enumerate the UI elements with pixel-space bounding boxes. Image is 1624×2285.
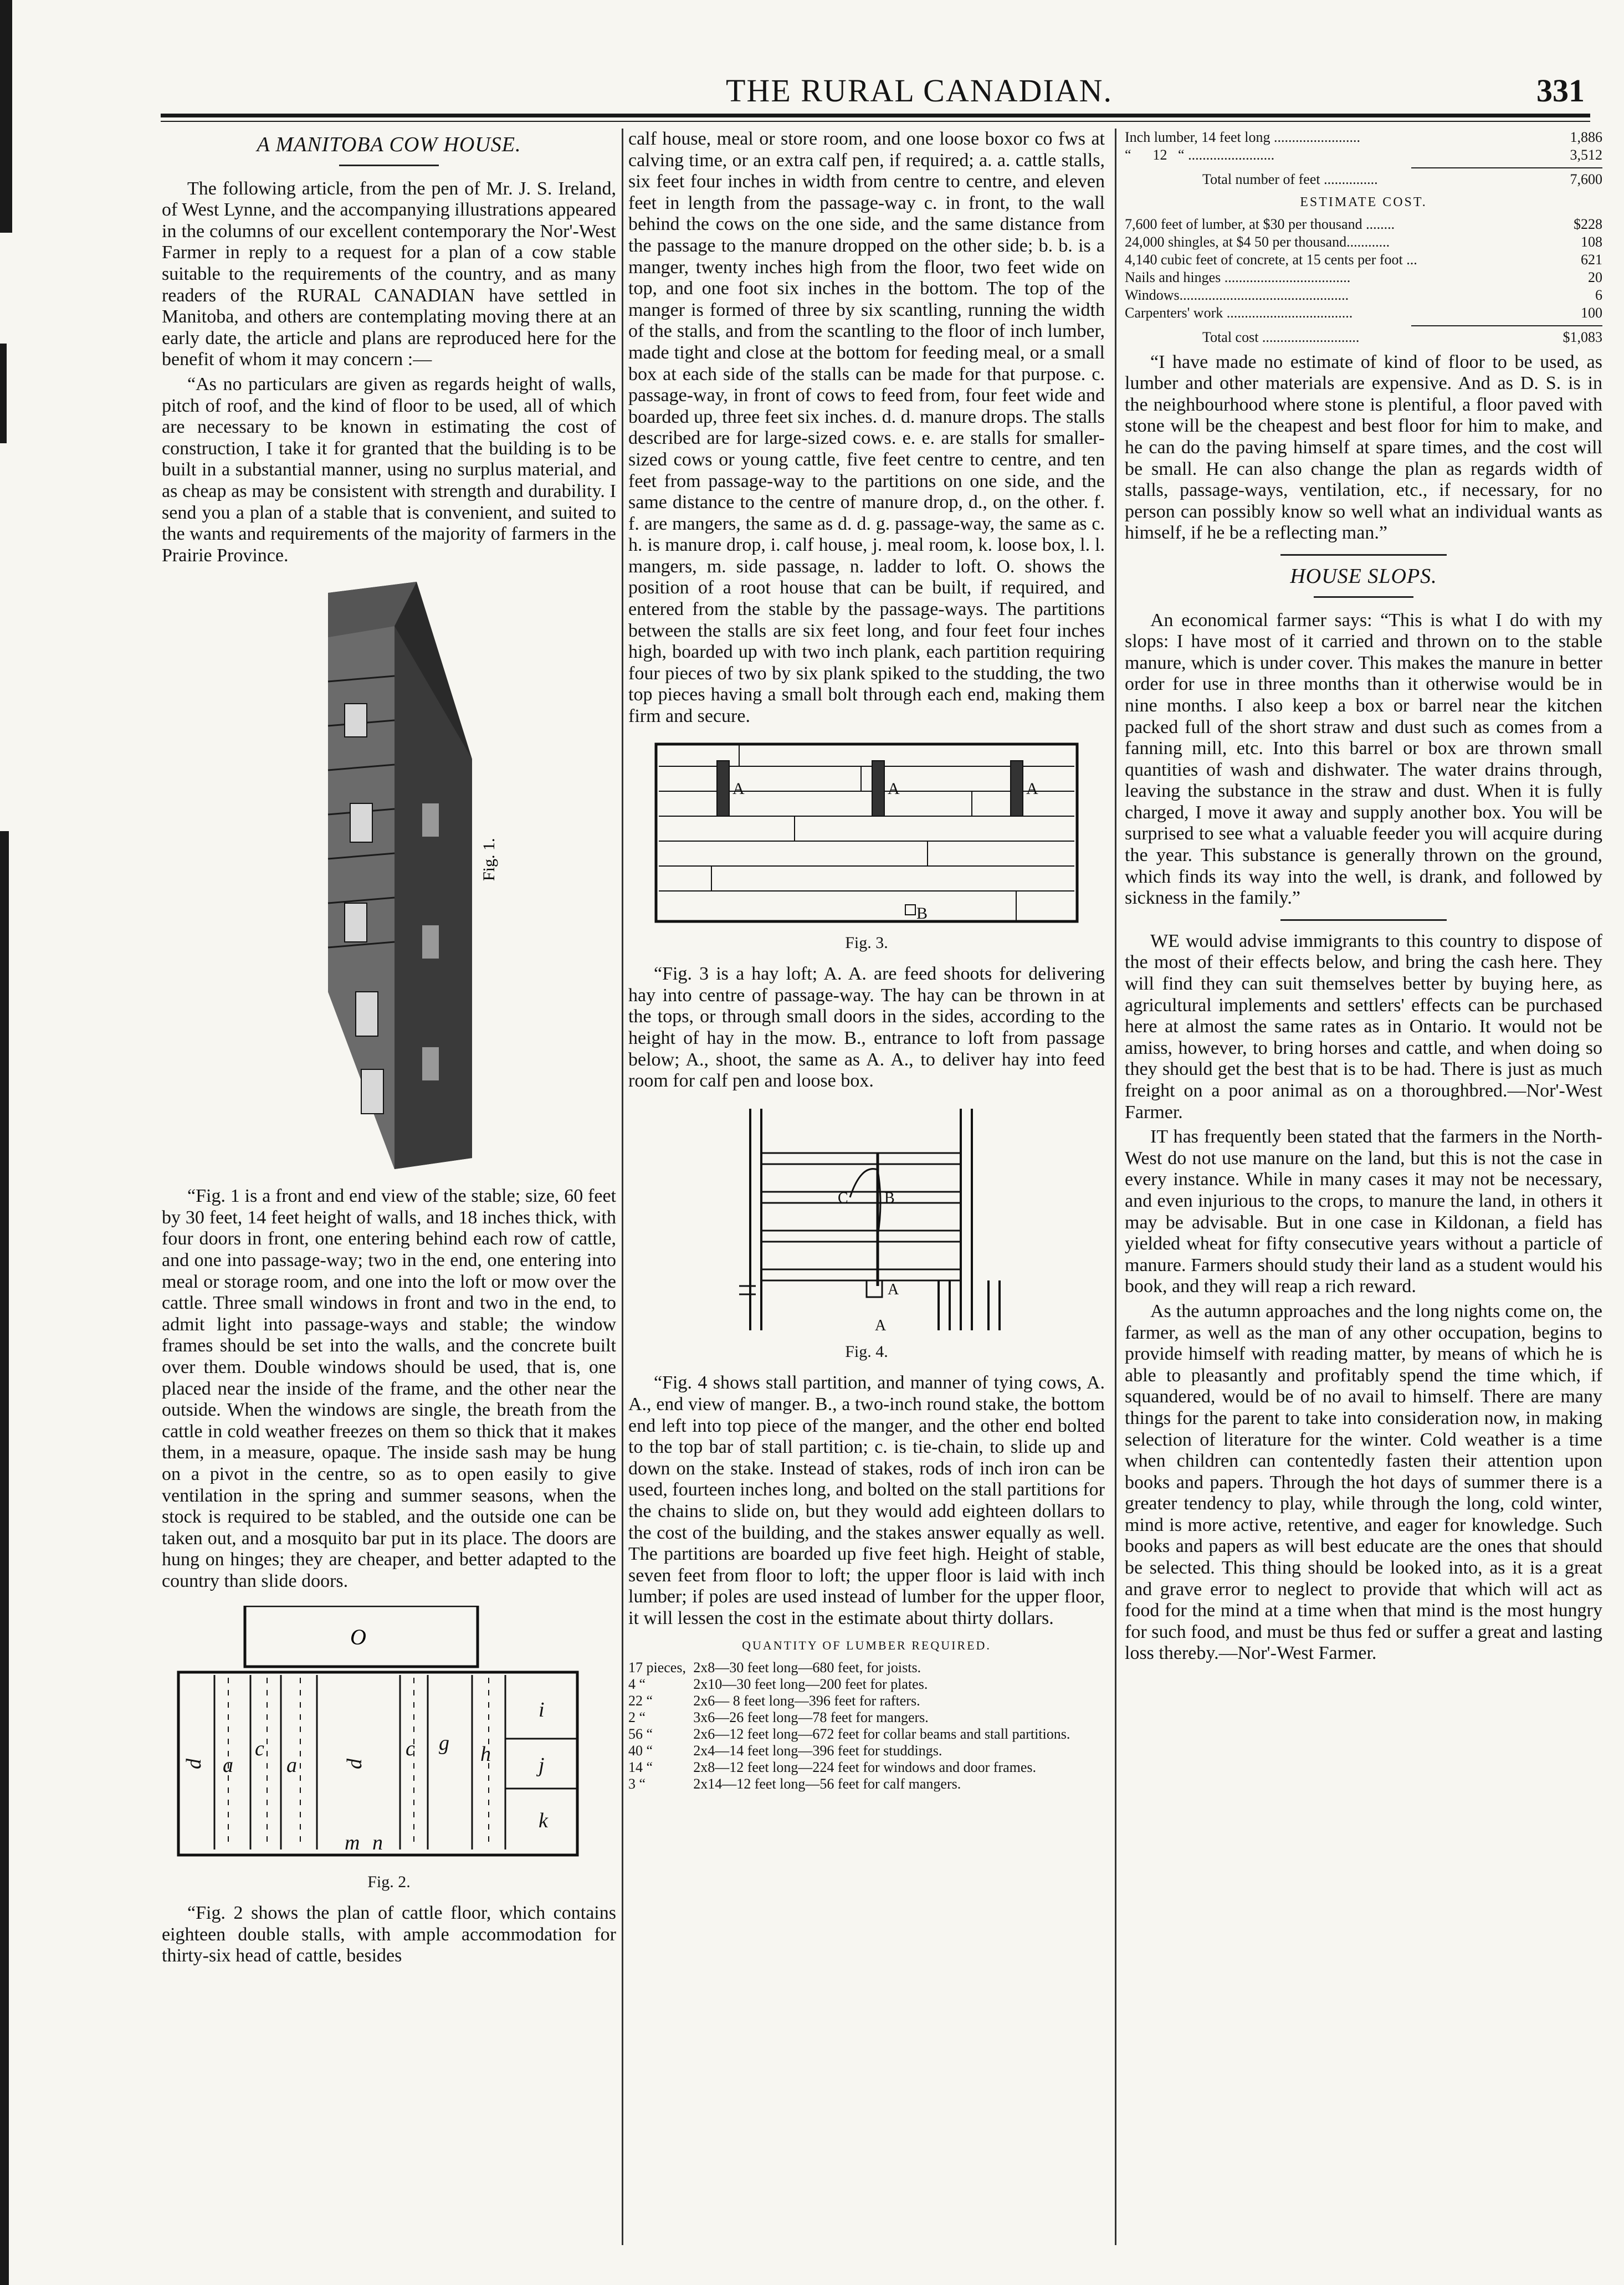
qty-count: 3 “: [628, 1776, 646, 1792]
page-number: 331: [1536, 73, 1585, 109]
table-row: [1125, 216, 1602, 233]
table-row: [1125, 304, 1602, 322]
fig-1-illustration: [162, 571, 616, 1180]
total-feet-label: Total number of feet ...............: [1202, 171, 1378, 187]
paragraph: The following article, from the pen of Mr. J. S. Ireland, of West Lynne, and the accompanying illustrations appeared in the columns of our excellent contemporary the Nor'-West Farmer in reply to a request for a plan of a cow stable suitable to the requirements of the country, and as many readers of the RURAL CANADIAN have settled in Manitoba, and others are contemplating moving there at an early date, the article and plans are reproduced here for the benefit of whom it may concern :—: [162, 178, 616, 370]
lumber-summary-table: [1125, 129, 1602, 164]
lumber-table-heading: QUANTITY OF LUMBER REQUIRED.: [742, 1638, 991, 1652]
section-rule: [1280, 554, 1447, 556]
qty-count: 56 “: [628, 1726, 653, 1743]
column-2: [628, 129, 1105, 1792]
estimate-amount: 6: [1595, 286, 1602, 303]
binding-edge-mark: [0, 831, 9, 2285]
qty-count: 40 “: [628, 1743, 653, 1759]
header-rule-thin: [161, 121, 1590, 122]
qty-desc: 2x14—12 feet long—56 feet for calf mangers.: [693, 1776, 961, 1792]
fig2-label-m: m: [345, 1831, 360, 1854]
paragraph: IT has frequently been stated that the farmers in the North-West do not use manure on the land, but this is not the case in every instance. While in many cases it may not be necessary, and even injurious to the crops, to manure the land, in others it may be advisable. But in one case in Kildonan, a field has yielded wheat for fifty consecutive years without a particle of manure. Farmers should study their land as a student would his book, and they will reap a rich reward.: [1125, 1126, 1602, 1297]
table-row: [628, 1676, 1105, 1693]
fig-3-caption: Fig. 3.: [845, 933, 888, 952]
heading-rule: [339, 165, 439, 166]
fig-4-caption: Fig. 4.: [845, 1342, 888, 1361]
paragraph: “Fig. 1 is a front and end view of the stable; size, 60 feet by 30 feet, 14 feet height of walls, and 18 inches thick, with four doors in front, one entering behind each row of cattle, and one into passage-way; two in the end, one entering into meal or storage room, and one into the loft or mow over the cattle. Three small windows in front and two in the end, to admit light into passage-ways and stable; the window frames should be set into the walls, and the concrete built over them. Double windows should be used, that is, one placed near the inside of the frame, and the other near the outside. When the windows are single, the breath from the cattle in cold weather freezes on them so thick that it makes them, in a measure, opaque. The inside sash may be hung on a pivot in the centre, so as to open easily to give ventilation in the spring and summer seasons, when the stock is required to be stabled, and the outside one can be taken out, and a mosquito bar put in its place. The doors are hung on hinges; they are cheaper, and better adapted to the country than slide doors.: [162, 1186, 616, 1591]
paragraph: An economical farmer says: “This is what I do with my slops: I have most of it carried and thrown on to the stable manure, which is under cover. This makes the manure in better order for use in three months than it otherwise would be in nine months. I also keep a box or barrel near the kitchen packed full of the short straw and dust such as comes from a fanning mill, etc. Into this barrel or box are thrown small quantities of wash and dishwater. The water drains through, leaving the substance in the straw and dust. When it is fully charged, I move it away and supply another box. You will be surprised to see what a valuable feeder you will acquire during the year. This substance is generally thrown on the ground, which finds its way into the well, is drank, and followed by sickness in the family.”: [1125, 609, 1602, 909]
fig4-label-b: B: [884, 1189, 895, 1207]
fig2-label-d2: d: [343, 1758, 366, 1769]
fig-1-drawing: [162, 571, 616, 1180]
fig2-label-i: i: [539, 1698, 545, 1722]
qty-count: 17 pieces,: [628, 1659, 686, 1676]
total-cost-label: Total cost ...........................: [1202, 329, 1360, 345]
header-rule: [161, 114, 1590, 117]
heading-rule: [1314, 596, 1413, 598]
qty-desc: 2x6— 8 feet long—396 feet for rafters.: [693, 1693, 920, 1709]
table-row: [1125, 129, 1602, 146]
table-row: [1125, 171, 1602, 188]
binding-edge-mark: [0, 0, 12, 233]
fig2-label-k: k: [539, 1808, 548, 1832]
fig-4-drawing: [628, 1103, 1105, 1336]
section-rule: [1280, 919, 1447, 921]
fig-1-label: Fig. 1.: [480, 838, 498, 882]
qty-desc: 2x8—12 feet long—224 feet for windows and door frames.: [693, 1759, 1037, 1776]
paragraph: “I have made no estimate of kind of floor to be used, as lumber and other materials are expensive. And as D. S. is in the neighbourhood where stone is plentiful, a floor paved with stone will be the cheapest and best floor for him to make, and he can do the paving himself at spare times, and the cost will be small. He can also change the plan as regards width of stalls, passage-ways, ventilation, etc., if necessary, for no person can possibly know so well what an individual wants as himself, if he be a reflecting man.”: [1125, 351, 1602, 544]
fig-3-hay-loft: [628, 739, 1105, 927]
total-cost-row: [1125, 329, 1602, 346]
fig2-label-j: j: [539, 1753, 545, 1777]
column-1: [162, 129, 616, 1970]
paragraph: “Fig. 3 is a hay loft; A. A. are feed shoots for delivering hay into centre of passage-way. The hay can be thrown in at the tops, or through small doors in the sides, according to the height of hay in the mow. B., entrance to loft from passage below; A., shoot, the same as A. A., to deliver hay into feed room for calf pen and loose box.: [628, 964, 1105, 1092]
fig2-label-h: h: [480, 1742, 491, 1766]
table-row: [1125, 146, 1602, 164]
fig3-label-a3: A: [1026, 779, 1038, 798]
fig4-label-c: C: [838, 1189, 848, 1207]
lumber-quantity-table: [628, 1659, 1105, 1792]
table-row: [1125, 251, 1602, 269]
fig-2-drawing: [162, 1606, 616, 1866]
fig2-label-n: n: [372, 1831, 383, 1854]
qty-desc: 3x6—26 feet long—78 feet for mangers.: [693, 1709, 929, 1726]
qty-count: 2 “: [628, 1709, 646, 1726]
fig4-label-a: A: [888, 1280, 899, 1298]
table-row: [1125, 269, 1602, 286]
table-row: [628, 1743, 1105, 1759]
qty-count: 4 “: [628, 1676, 646, 1693]
paragraph: WE would advise immigrants to this country to dispose of the most of their effects below, and bring the cash here. They will find they can suit themselves better by buying here, as agricultural implements and settlers' effects can be purchased here at almost the same rates as in Ontario. It would not be amiss, however, to bring horses and cattle, and when doing so they should get the best that is to be had. There is just as much freight on a poor animal as on a thoroughbred.—Nor'-West Farmer.: [1125, 930, 1602, 1123]
paragraph: “As no particulars are given as regards height of walls, pitch of roof, and the kind of floor to be used, all of which are necessary to be known in estimating the cost of construction, I take it for granted that the building is to be built in a substantial manner, using no surplus material, and as cheap as may be consistent with strength and durability. I send you a plan of a stable that is convenient, and suited to the wants and requirements of the majority of farmers in the Prairie Province.: [162, 373, 616, 566]
fig2-label-c2: c: [406, 1736, 415, 1760]
fig-2-floor-plan: [162, 1606, 616, 1866]
estimate-amount: 20: [1588, 269, 1602, 285]
estimate-desc: Windows...............................................: [1125, 286, 1349, 303]
qty-desc: 2x6—12 feet long—672 feet for collar beams and stall partitions.: [693, 1726, 1070, 1743]
column-divider: [622, 129, 623, 2245]
fig3-label-a2: A: [888, 779, 900, 798]
table-row: [1125, 286, 1602, 304]
table-row: [1125, 233, 1602, 251]
fig-3-drawing: [628, 739, 1105, 927]
estimate-amount: 621: [1581, 251, 1602, 268]
fig2-label-o: O: [350, 1624, 366, 1649]
fig3-label-a: A: [732, 779, 745, 798]
estimate-desc: 4,140 cubic feet of concrete, at 15 cents per foot ...: [1125, 251, 1417, 268]
total-feet-row: [1125, 171, 1602, 188]
fig2-label-d: d: [182, 1758, 206, 1769]
lumber-amount: 1,886: [1570, 129, 1602, 145]
paragraph: “Fig. 2 shows the plan of cattle floor, which contains eighteen double stalls, with ample accommodation for thirty-six head of cattle, besides: [162, 1903, 616, 1966]
binding-edge-mark: [0, 344, 7, 443]
fig3-label-b: B: [916, 904, 928, 923]
column-3: [1125, 129, 1602, 1668]
total-feet-amount: 7,600: [1570, 171, 1602, 187]
estimate-amount: $228: [1574, 216, 1602, 232]
column-divider: [1115, 129, 1116, 2245]
table-row: [628, 1709, 1105, 1726]
table-row: [1125, 329, 1602, 346]
fig-2-caption: Fig. 2.: [367, 1872, 411, 1891]
fig4-label-a2: A: [875, 1316, 887, 1334]
table-row: [628, 1759, 1105, 1776]
fig2-label-a: a: [223, 1753, 233, 1777]
fig2-label-a2: a: [286, 1753, 297, 1777]
total-cost-amount: $1,083: [1562, 329, 1602, 345]
estimate-amount: 100: [1581, 304, 1602, 321]
estimate-table: [1125, 216, 1602, 322]
lumber-desc: Inch lumber, 14 feet long ........................: [1125, 129, 1360, 145]
estimate-desc: 7,600 feet of lumber, at $30 per thousand ........: [1125, 216, 1395, 232]
qty-desc: 2x4—14 feet long—396 feet for studdings.: [693, 1743, 942, 1759]
estimate-desc: Nails and hinges ...................................: [1125, 269, 1351, 285]
qty-desc: 2x8—30 feet long—680 feet, for joists.: [693, 1659, 921, 1676]
table-row: [628, 1726, 1105, 1743]
article-heading: A MANITOBA COW HOUSE.: [257, 133, 521, 156]
paragraph: “Fig. 4 shows stall partition, and manner of tying cows, A. A., end view of manger. B., a two-inch round stake, the bottom end left into top piece of the manger, and the other end bolted to the top bar of stall partition; c. is tie-chain, to slide up and down on the stake. Instead of stakes, rods of inch iron can be used, fourteen inches long, and bolted on the stall partitions for the chains to slide on, but they would add eighteen dollars to the cost of the building, and the stakes answer equally as well. The partitions are boarded up five feet high. Height of stable, seven feet from floor to loft; the upper floor is laid with inch lumber; if poles are used instead of lumber for the upper floor, it will lessen the cost in the estimate about thirty dollars.: [628, 1372, 1105, 1628]
qty-count: 22 “: [628, 1693, 653, 1709]
table-row: [628, 1659, 1105, 1676]
fig2-label-c: c: [255, 1736, 264, 1760]
publication-title: THE RURAL CANADIAN.: [726, 73, 1113, 109]
article-heading: HOUSE SLOPS.: [1290, 564, 1437, 588]
qty-desc: 2x10—30 feet long—200 feet for plates.: [693, 1676, 928, 1693]
estimate-heading: ESTIMATE COST.: [1300, 195, 1427, 209]
paragraph: As the autumn approaches and the long nights come on, the farmer, as well as the man of any other occupation, begins to provide himself with reading matter, by means of which he is able to pleasantly and profitably spend the time which, if squandered, would be of no avail to himself. There are many things for the parent to take into consideration now, in making selection of literature for the winter. Cold weather is a time when children can contentedly fasten their attention upon books and papers. Through the hot days of summer there is a greater tendency to play, while through the long, cold winter, mind is more active, retentive, and eager for knowledge. Such books and papers as will best educate are the ones that should be selected. This thing should be looked into, as it is a great and grave error to neglect to provide that which will act as food for the mind at a time when that mind is the most hungry for such food, and must be thus fed or suffer a great and lasting loss thereby.—Nor'-West Farmer.: [1125, 1300, 1602, 1664]
lumber-amount: 3,512: [1570, 147, 1602, 163]
estimate-desc: Carpenters' work ...................................: [1125, 304, 1353, 321]
fig-4-stall-partition: [628, 1103, 1105, 1336]
qty-count: 14 “: [628, 1759, 653, 1776]
lumber-desc: “ 12 “ ........................: [1125, 147, 1275, 163]
paragraph: calf house, meal or store room, and one loose boxor co fws at calving time, or an extra calf pen, if required; a. a. cattle stalls, six feet four inches in width from centre to centre, and eleven feet in length from the passage-way c. in front, to the wall behind the cows on the one side, and the same distance from the passage to the manure dropped on the other side; b. b. is a manger, twenty inches high from the floor, two feet wide on top, and one foot six inches in the bottom. The top of the manger is formed of three by six scantling, running the width of the stalls, and from the scantling to the floor of inch lumber, made tight and close at the bottom for feeding meal, or a small box at each side of the stalls can be made for that purpose. c. passage-way, in front of cows to feed from, four feet wide and boarded up, three feet six inches. d. d. manure drops. The stalls described are for large-sized cows. e. e. are stalls for smaller-sized cows or young cattle, five feet centre to centre, and ten feet from passage-way to the partitions on one side, and the same distance to the centre of manure drop, d., on the other. f. f. are mangers, the same as d. d. g. passage-way, the same as c. h. is manure drop, i. calf house, j. meal room, k. loose box, l. l. mangers, m. side passage, n. ladder to loft. O. shows the position of a root house that can be built, if required, and entered from the stable by the passage-ways. The partitions between the stalls are six feet long, and four feet four inches high, boarded up with two inch plank, each partition requiring four pieces of two by six plank spiked to the studding, the two top pieces having a small bolt through each end, making them firm and secure.: [628, 129, 1105, 727]
estimate-amount: 108: [1581, 233, 1602, 250]
fig2-label-g: g: [439, 1731, 449, 1755]
table-row: [628, 1693, 1105, 1709]
table-row: [628, 1776, 1105, 1792]
masthead: [161, 72, 1601, 111]
estimate-desc: 24,000 shingles, at $4 50 per thousand............: [1125, 233, 1390, 250]
